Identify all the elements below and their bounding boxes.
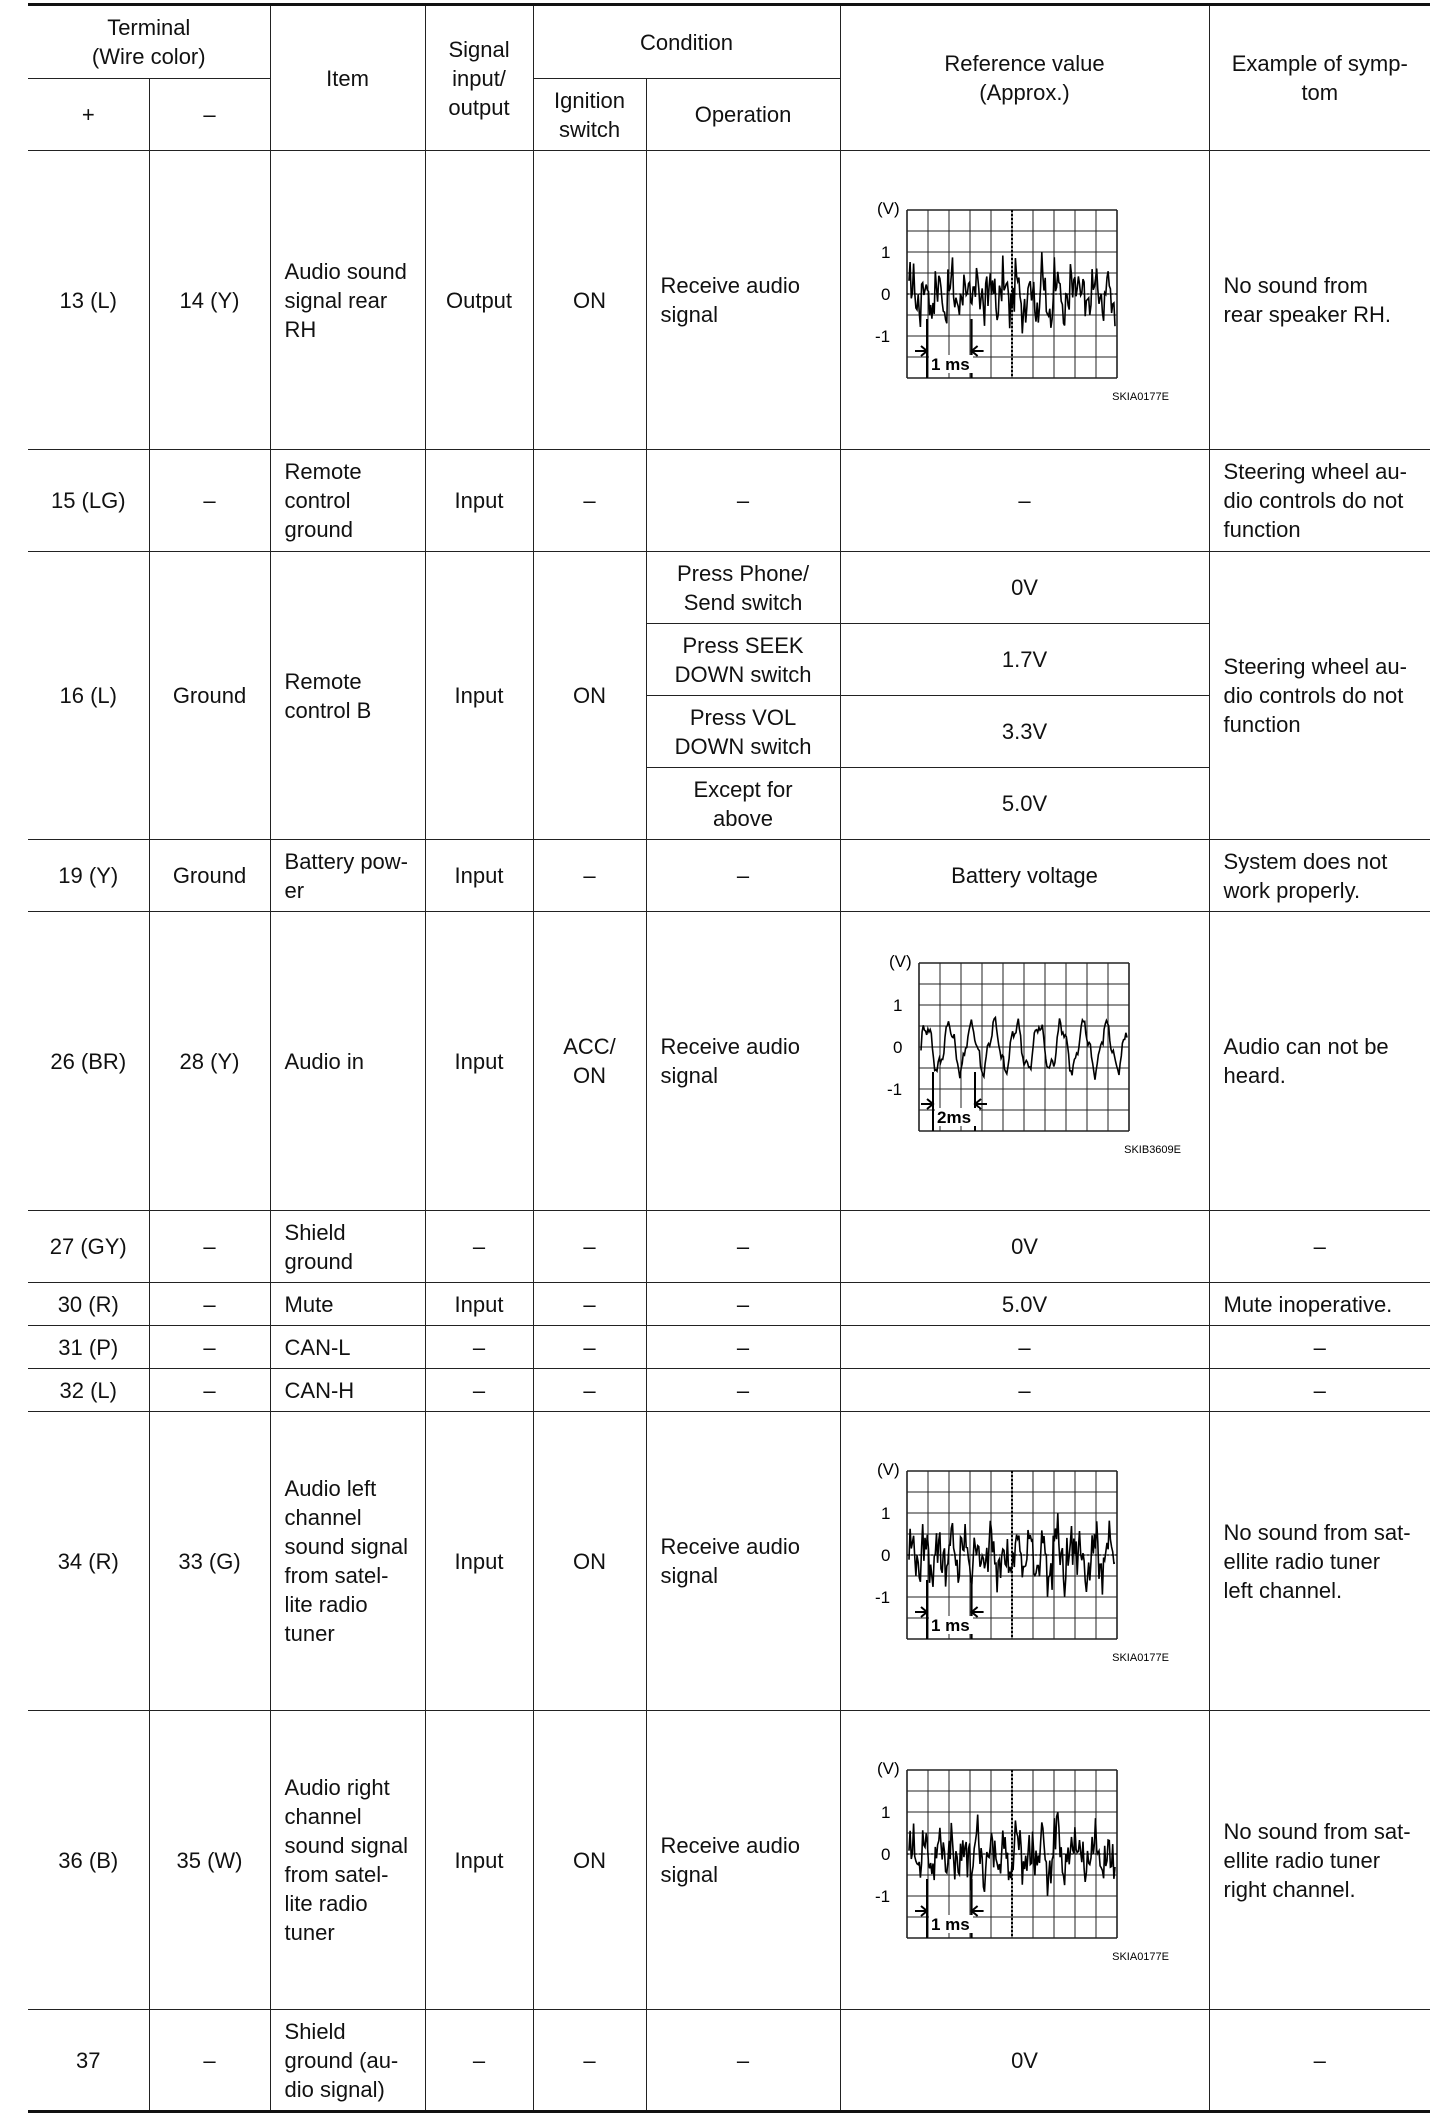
cell-operation: –	[646, 1211, 840, 1283]
axis-unit-label: (V)	[876, 199, 900, 218]
time-arrow	[921, 1099, 933, 1109]
table-row	[28, 1211, 1430, 1283]
cell-reference: –	[840, 450, 1209, 552]
cell-plus: 32 (L)	[28, 1369, 149, 1412]
cell-io: –	[425, 1326, 533, 1369]
axis-tick-label: 0	[880, 285, 890, 304]
table-row	[28, 450, 1430, 552]
header-ignition-switch: Ignition switch	[533, 79, 646, 151]
figure-code: SKIA0177E	[1111, 391, 1169, 403]
table-row	[28, 1283, 1430, 1326]
time-arrow	[915, 1906, 927, 1916]
cell-plus: 15 (LG)	[28, 450, 149, 552]
cell-minus: 28 (Y)	[149, 912, 270, 1211]
figure-code: SKIA0177E	[1111, 1951, 1169, 1963]
waveform-graph	[855, 180, 1195, 420]
cell-ignition: –	[533, 450, 646, 552]
cell-minus: 33 (G)	[149, 1412, 270, 1711]
time-arrow	[915, 1607, 927, 1617]
axis-tick-label: 0	[880, 1845, 890, 1864]
cell-reference-waveform	[840, 1711, 1209, 2010]
cell-item: Shield ground	[270, 1211, 425, 1283]
cell-reference: 3.3V	[840, 696, 1209, 768]
cell-ignition: ON	[533, 1711, 646, 2010]
cell-operation: Receive audio signal	[646, 1711, 840, 2010]
cell-operation: –	[646, 1283, 840, 1326]
header-reference-value: Reference value (Approx.)	[840, 5, 1209, 151]
cell-io: Input	[425, 912, 533, 1211]
table-row	[28, 151, 1430, 450]
cell-ignition: –	[533, 840, 646, 912]
cell-io: Output	[425, 151, 533, 450]
cell-plus: 36 (B)	[28, 1711, 149, 2010]
cell-symptom: System does not work properly.	[1209, 840, 1430, 912]
cell-operation: –	[646, 1326, 840, 1369]
time-arrow	[915, 346, 927, 356]
axis-tick-label: 1	[892, 996, 902, 1015]
cell-minus: 14 (Y)	[149, 151, 270, 450]
time-arrow	[971, 1906, 983, 1916]
cell-minus: –	[149, 1326, 270, 1369]
cell-io: –	[425, 1211, 533, 1283]
header-terminal: Terminal (Wire color)	[28, 5, 270, 79]
cell-io: Input	[425, 1412, 533, 1711]
header-item: Item	[270, 5, 425, 151]
table-row	[28, 1369, 1430, 1412]
cell-operation: Press VOL DOWN switch	[646, 696, 840, 768]
cell-symptom: Mute inoperative.	[1209, 1283, 1430, 1326]
cell-ignition: –	[533, 1283, 646, 1326]
cell-operation: –	[646, 450, 840, 552]
cell-symptom: Steering wheel au- dio controls do not function	[1209, 450, 1430, 552]
cell-item: Battery pow- er	[270, 840, 425, 912]
cell-ignition: ON	[533, 552, 646, 840]
cell-operation: –	[646, 840, 840, 912]
cell-minus: Ground	[149, 840, 270, 912]
cell-symptom: –	[1209, 1326, 1430, 1369]
cell-reference: –	[840, 1369, 1209, 1412]
time-arrow	[971, 1607, 983, 1617]
cell-item: Audio left channel sound signal from satel- lite radio tuner	[270, 1412, 425, 1711]
axis-unit-label: (V)	[876, 1460, 900, 1479]
cell-ignition: ON	[533, 1412, 646, 1711]
waveform-graph	[855, 1441, 1195, 1681]
waveform-graph	[855, 941, 1195, 1181]
cell-item: Audio sound signal rear RH	[270, 151, 425, 450]
cell-ignition: ON	[533, 151, 646, 450]
cell-symptom: –	[1209, 2010, 1430, 2112]
figure-code: SKIB3609E	[1123, 1144, 1181, 1156]
cell-minus: –	[149, 1211, 270, 1283]
axis-tick-label: 0	[880, 1546, 890, 1565]
cell-minus: 35 (W)	[149, 1711, 270, 2010]
time-arrow	[971, 346, 983, 356]
cell-plus: 26 (BR)	[28, 912, 149, 1211]
cell-symptom: Audio can not be heard.	[1209, 912, 1430, 1211]
cell-operation: –	[646, 2010, 840, 2112]
cell-minus: –	[149, 1283, 270, 1326]
cell-plus: 27 (GY)	[28, 1211, 149, 1283]
cell-item: CAN-L	[270, 1326, 425, 1369]
cell-symptom: No sound from rear speaker RH.	[1209, 151, 1430, 450]
axis-tick-label: 0	[892, 1038, 902, 1057]
waveform-graph	[855, 1740, 1195, 1980]
cell-minus: –	[149, 1369, 270, 1412]
cell-operation: Press Phone/ Send switch	[646, 552, 840, 624]
cell-io: –	[425, 2010, 533, 2112]
cell-operation: Receive audio signal	[646, 912, 840, 1211]
cell-plus: 30 (R)	[28, 1283, 149, 1326]
table-row	[28, 912, 1430, 1211]
time-scale-label: 1 ms	[930, 1915, 970, 1934]
time-arrow	[975, 1099, 987, 1109]
axis-tick-label: -1	[874, 1887, 890, 1906]
cell-ignition: –	[533, 1369, 646, 1412]
time-scale-label: 1 ms	[930, 355, 970, 374]
cell-item: Audio right channel sound signal from satel- lite radio tuner	[270, 1711, 425, 2010]
table-row	[28, 1711, 1430, 2010]
cell-io: Input	[425, 450, 533, 552]
cell-reference: 1.7V	[840, 624, 1209, 696]
cell-symptom: No sound from sat- ellite radio tuner left channel.	[1209, 1412, 1430, 1711]
cell-plus: 37	[28, 2010, 149, 2112]
header-condition: Condition	[533, 5, 840, 79]
axis-tick-label: -1	[874, 1588, 890, 1607]
cell-reference: 0V	[840, 2010, 1209, 2112]
cell-symptom: –	[1209, 1211, 1430, 1283]
terminal-table	[28, 3, 1430, 2113]
cell-plus: 13 (L)	[28, 151, 149, 450]
cell-operation: Press SEEK DOWN switch	[646, 624, 840, 696]
cell-symptom: –	[1209, 1369, 1430, 1412]
cell-reference: Battery voltage	[840, 840, 1209, 912]
header-plus: +	[28, 79, 149, 151]
cell-operation: Except for above	[646, 768, 840, 840]
axis-tick-label: 1	[880, 1803, 890, 1822]
cell-io: Input	[425, 552, 533, 840]
cell-io: Input	[425, 1711, 533, 2010]
cell-item: Audio in	[270, 912, 425, 1211]
table-row	[28, 840, 1430, 912]
header-minus: –	[149, 79, 270, 151]
cell-reference: 5.0V	[840, 1283, 1209, 1326]
axis-tick-label: 1	[880, 243, 890, 262]
cell-item: Remote control B	[270, 552, 425, 840]
cell-plus: 19 (Y)	[28, 840, 149, 912]
cell-ignition: ACC/ ON	[533, 912, 646, 1211]
cell-item: Mute	[270, 1283, 425, 1326]
cell-symptom: No sound from sat- ellite radio tuner right channel.	[1209, 1711, 1430, 2010]
cell-ignition: –	[533, 1211, 646, 1283]
axis-unit-label: (V)	[888, 952, 912, 971]
cell-symptom: Steering wheel au- dio controls do not function	[1209, 552, 1430, 840]
cell-plus: 34 (R)	[28, 1412, 149, 1711]
axis-tick-label: 1	[880, 1504, 890, 1523]
header-signal-io: Signal input/ output	[425, 5, 533, 151]
cell-io: –	[425, 1369, 533, 1412]
cell-operation: –	[646, 1369, 840, 1412]
cell-ignition: –	[533, 2010, 646, 2112]
cell-reference-waveform	[840, 912, 1209, 1211]
cell-io: Input	[425, 1283, 533, 1326]
cell-ignition: –	[533, 1326, 646, 1369]
time-scale-label: 1 ms	[930, 1616, 970, 1635]
axis-tick-label: -1	[874, 327, 890, 346]
cell-minus: Ground	[149, 552, 270, 840]
cell-item: Shield ground (au- dio signal)	[270, 2010, 425, 2112]
cell-reference-waveform	[840, 1412, 1209, 1711]
cell-reference-waveform	[840, 151, 1209, 450]
cell-io: Input	[425, 840, 533, 912]
cell-reference: 0V	[840, 552, 1209, 624]
cell-operation: Receive audio signal	[646, 151, 840, 450]
header-operation: Operation	[646, 79, 840, 151]
cell-reference: 0V	[840, 1211, 1209, 1283]
header-example: Example of symp- tom	[1209, 5, 1430, 151]
axis-tick-label: -1	[886, 1080, 902, 1099]
cell-minus: –	[149, 450, 270, 552]
table-row	[28, 1412, 1430, 1711]
cell-plus: 16 (L)	[28, 552, 149, 840]
table-row	[28, 1326, 1430, 1369]
cell-reference: 5.0V	[840, 768, 1209, 840]
cell-plus: 31 (P)	[28, 1326, 149, 1369]
figure-code: SKIA0177E	[1111, 1652, 1169, 1664]
table-row	[28, 552, 1430, 624]
cell-reference: –	[840, 1326, 1209, 1369]
cell-item: CAN-H	[270, 1369, 425, 1412]
table-row	[28, 2010, 1430, 2112]
time-scale-label: 2ms	[936, 1108, 971, 1127]
axis-unit-label: (V)	[876, 1759, 900, 1778]
cell-operation: Receive audio signal	[646, 1412, 840, 1711]
cell-item: Remote control ground	[270, 450, 425, 552]
cell-minus: –	[149, 2010, 270, 2112]
